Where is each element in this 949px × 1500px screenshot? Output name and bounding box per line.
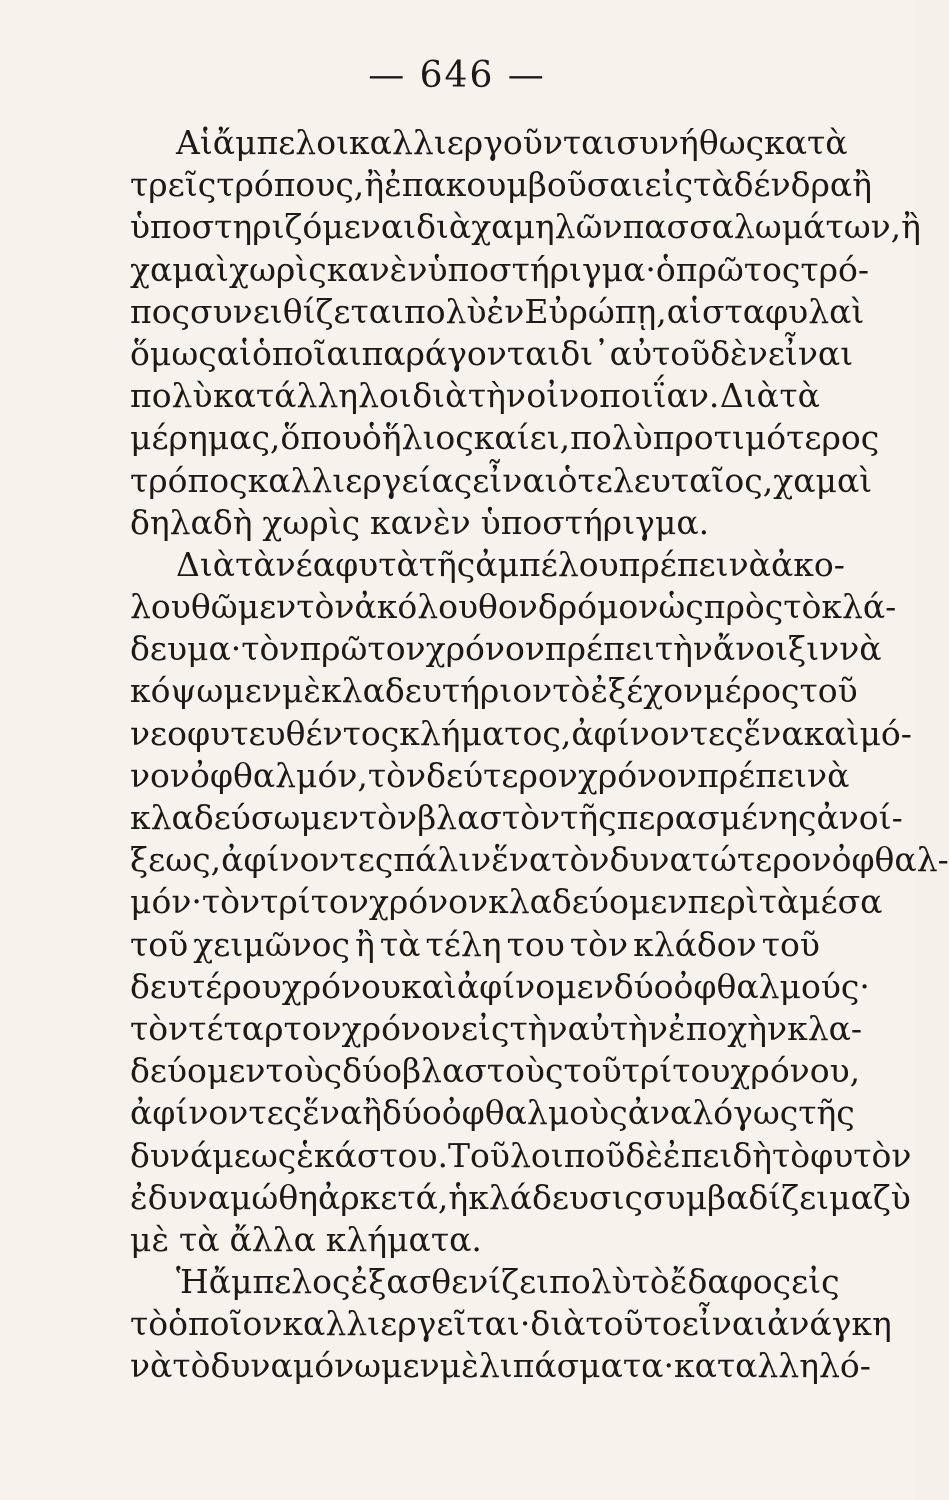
text-line: τὸ ὁποῖον καλλιεργεῖται· διὰ τοῦτο εἶναι ἀνάγκη [130, 1304, 892, 1344]
text-line: νον ὀφθαλμόν, τὸν δεύτερον χρόνον πρέπει νὰ [130, 755, 850, 795]
text-line: δευμα· τὸν πρῶτον χρόνον πρέπει τὴν ἄνοιξιν νὰ [130, 629, 882, 669]
text-line: τρεῖς τρόπους, ἢ ἐπακουμβοῦσαι εἰς τὰ δένδρα ἢ [130, 165, 872, 205]
text-line: δευτέρου χρόνου καὶ ἀφίνομεν δύο ὀφθαλμούς· [130, 966, 870, 1006]
text-line: μέρη μας, ὅπου ὁ ἥλιος καίει, πολὺ προτιμότερος [130, 418, 880, 458]
text-line: ξεως, ἀφίνοντες πάλιν ἕνα τὸν δυνατώτερον ὀφθαλ- [130, 840, 949, 880]
text-line: μὲ τὰ ἄλλα κλήματα. [130, 1219, 482, 1259]
text-line: ὑποστηριζόμεναι διὰ χαμηλῶν πασσαλωμάτων, ἢ [130, 207, 921, 247]
text-line: Αἱ ἄμπελοι καλλιεργοῦνται συνήθως κατὰ [176, 123, 848, 162]
text-line: τοῦ χειμῶνος ἢ τὰ τέλη του τὸν κλάδον τοῦ [130, 924, 820, 964]
text-line: δεύομεν τοὺς δύο βλαστοὺς τοῦ τρίτου χρόνου, [130, 1051, 861, 1091]
text-line: ὅμως αἱ ὁποῖαι παράγονται δι᾽ αὐτοῦ δὲν εἶναι [130, 333, 854, 373]
text-line: Διὰ τὰ νέα φυτὰ τῆς ἀμπέλου πρέπει νὰ ἀκο- [176, 544, 845, 584]
text-line: τὸν τέταρτον χρόνον εἰς τὴν αὐτὴν ἐποχὴν κλα- [130, 1008, 863, 1048]
text-line: ἐδυναμώθη ἀρκετά, ἡ κλάδευσις συμβαδίζει μαζὺ [130, 1177, 911, 1217]
text-line: δυνάμεως ἑκάστου. Τοῦ λοιποῦ δὲ ἐπειδὴ τὸ φυτὸν [130, 1135, 912, 1175]
body-text [130, 122, 949, 1388]
text-line: κλαδεύσωμεν τὸν βλαστὸν τῆς περασμένης ἀνοί- [130, 798, 903, 837]
text-line: πος συνειθίζεται πολὺ ἐν Εὐρώπῃ, αἱ σταφυλαὶ [130, 291, 865, 331]
text-line: Ἡ ἄμπελος ἐξασθενίζει πολὺ τὸ ἔδαφος εἰς [176, 1262, 840, 1302]
text-line: ἀφίνοντες ἕνα ἢ δύο ὀφθαλμοὺς ἀναλόγως τῆς [130, 1093, 855, 1133]
text-line: χαμαὶ χωρὶς κανὲν ὑποστήριγμα· ὁ πρῶτος τρό- [130, 249, 870, 289]
page-number: — 646 — [368, 55, 546, 96]
text-line: δηλαδὴ χωρὶς κανὲν ὑποστήριγμα. [130, 502, 710, 542]
text-line: κόψωμεν μὲ κλαδευτήριον τὸ ἐξέχον μέρος τοῦ [130, 671, 858, 711]
text-line: πολὺ κατάλληλοι διὰ τὴν οἰνοποιΐαν. Διὰ τὰ [130, 376, 820, 416]
text-line: λουθῶμεν τὸν ἀκόλουθον δρόμον ὡς πρὸς τὸ κλά- [130, 587, 897, 627]
text-line: νὰ τὸ δυναμόνωμεν μὲ λιπάσματα· καταλληλό- [130, 1346, 871, 1386]
text-line: νεοφυτευθέντος κλήματος, ἀφίνοντες ἕνα καὶ μό- [130, 713, 912, 753]
text-line: τρόπος καλλιεργείας εἶναι ὁ τελευταῖος, χαμαὶ [130, 460, 873, 500]
text-line: μόν· τὸν τρίτον χρόνον κλαδεύομεν περὶ τὰ μέσα [130, 882, 883, 922]
